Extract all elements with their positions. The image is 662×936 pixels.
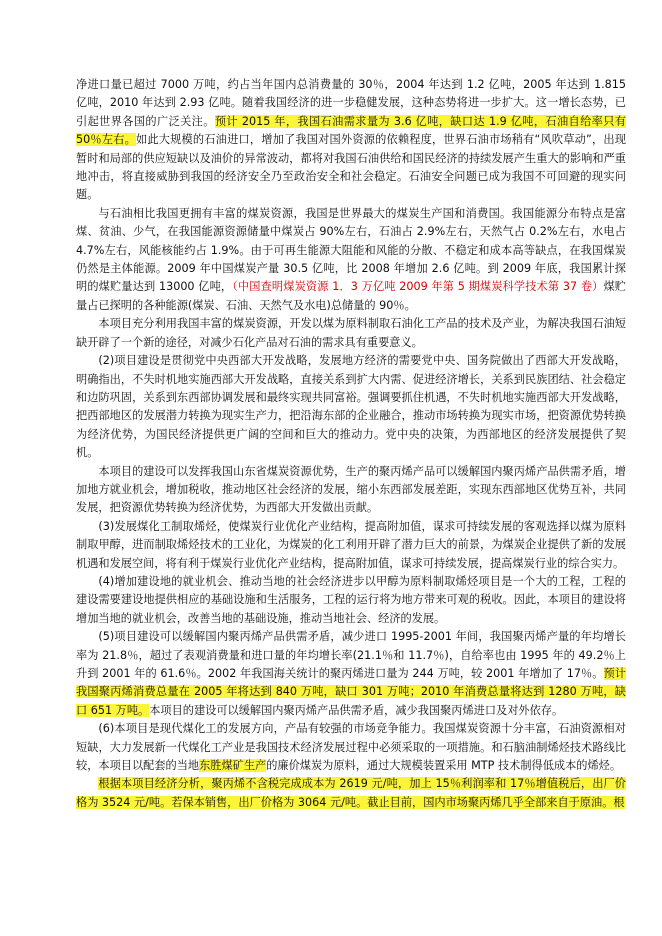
- paragraph-local-employment: (4)增加建设地的就业机会、推动当地的社会经济进步以甲醇为原料制取烯烃项目是一个大的工程，工程的建设需要建设地提供相应的基础设施和生活服务，工程的运行将为地方带来可观的税收。因此，本项目的建设将增加当地的就业机会，改善当地的基础设施，推动当地社会、经济的发展。: [76, 574, 626, 625]
- citation-note: （中国查明煤炭资源 1．3 万亿吨 2009 年第 5 期煤炭科学技术第 37 卷）: [232, 280, 604, 294]
- highlighted-text: 东胜煤矿生产: [199, 759, 267, 773]
- text-run: 净进口量已超过 7000 万吨，约占当年国内总消费量的 30％，2004 年达到 1.2 亿吨，2005 年达到 1.815 亿吨，2010 年达到 2.93 亿吨。随着我国经济的进一步稳健发展，这种态势将进一步扩大。这一增长态势，已引起世界各国的广泛关注。: [76, 78, 626, 128]
- paragraph-market-competitiveness: [76, 720, 626, 775]
- text-run: 煤贮量占已探明的各种能源(煤炭、石油、天然气及水电)总储量的 90％。: [76, 280, 626, 312]
- paragraph-polypropylene-supply: [76, 628, 626, 720]
- text-run: 本项目的建设可以缓解国内聚丙烯产品供需矛盾，减少我国聚丙烯进口及对外依存。: [149, 703, 564, 717]
- text-run: 的廉价煤炭为原料，通过大规模装置采用 MTP 技术制得低成本的烯烃。: [266, 759, 622, 773]
- paragraph-coal-resources: [76, 205, 626, 315]
- highlighted-text: 预计我国聚丙烯消费总量在 2005 年将达到 840 万吨，缺口 301 万吨；: [76, 667, 626, 699]
- text-run: (6)本项目是现代煤化工的发展方向，产品有较强的市场竞争能力。我国煤炭资源十分丰富，石油资源相对短缺，大力发展新一代煤化工产业是我国技术经济发展过程中必须采取的一项措施。和石脑油制烯烃技术路线比较，本项目以配套的当地: [76, 722, 626, 773]
- text-run: 与石油相比我国更拥有丰富的煤炭资源，我国是世界最大的煤炭生产国和消费国。我国能源分布特点是富煤、贫油、少气，在我国能源资源储量中煤炭占 90%左右，石油占 2.9%左右，天然气占 0.2%左右，水电占 4.7%左右，风能核能约占 1.9%。由于可再生能源大阻能和风能的分散、不稳定和成本高等缺点，在我国煤炭仍然是主体能源。2009 年中国煤炭产量 30.5 亿吨，比 2008 年增加 2.6 亿吨。到 2009 年底，我国累计探明的煤贮量达到 13000 亿吨，: [76, 206, 626, 294]
- highlighted-text: 2010 年消费总量将达到 1280 万吨，缺口 651 万吨。: [76, 685, 626, 717]
- paragraph-coal-chemical: (3)发展煤化工制取烯烃，使煤炭行业优化产业结构，提高附加值，谋求可持续发展的客观选择以煤为原料制取甲醇，进而制取烯烃技术的工业化，为煤炭的化工利用开辟了潜力巨大的前景，为煤炭企业提供了新的发展机遇和发展空间，将有利于煤炭行业优化产业结构，提高附加值，谋求可持续发展，提高煤炭行业的综合实力。: [76, 519, 626, 570]
- paragraph-shandong-advantage: 本项目的建设可以发挥我国山东省煤炭资源优势，生产的聚丙烯产品可以缓解国内聚丙烯产品供需矛盾，增加地方就业机会，增加税收，推动地区社会经济的发展，缩小东西部发展差距，实现东西部地区优势互补，共同发展，把资源优势转换为经济优势，为西部大开发做出贡献。: [76, 464, 626, 515]
- paragraph-western-development: (2)项目建设是贯彻党中央西部大开发战略，发展地方经济的需要党中央、国务院做出了西部大开发战略，明确指出，不失时机地实施西部大开发战略，直接关系到扩大内需、促进经济增长，关系到民族团结、社会稳定和边防巩固，关系到东西部协调发展和最终实现共同富裕。强调要抓住机遇，不失时机地实施西部大开发战略，把西部地区的发展潜力转换为现实生产力，把沿海东部的企业融合，推动市场转换为现实市场，把资源优势转换为经济优势，为国民经济提供更广阔的空间和巨大的推动力。党中央的决策，为西部地区的经济发展提供了契机。: [76, 354, 626, 460]
- text-run: 如此大规模的石油进口，增加了我国对国外资源的依赖程度，世界石油市场稍有“风吹草动”，出现暂时和局部的供应短缺以及油价的异常波动，都将对我国石油供给和国民经济的持续发展产生重大的影响和严重地冲击，将直接威胁到我国的经济安全乃至政治安全和社会稳定。石油安全问题已成为我国不可回避的现实问题。: [76, 133, 626, 202]
- highlighted-text: 预计 2015 年，我国石油需求量为 3.6 亿吨，缺口达 1.9 亿吨，石油自给率只有 50％左右。: [76, 114, 626, 147]
- paragraph-economic-analysis: [76, 775, 626, 812]
- paragraph-project-significance: 本项目充分利用我国丰富的煤炭资源，开发以煤为原料制取石油化工产品的技术及产业，为解决我国石油短缺开辟了一个新的途径，对减少石化产品对石油的需求具有重要意义。: [76, 317, 626, 349]
- paragraph-oil-imports: [76, 76, 626, 205]
- text-run: (5)项目建设可以缓解国内聚丙烯产品供需矛盾，减少进口 1995-2001 年间，我国聚丙烯产量的年均增长率为 21.8％，超过了表观消费量和进口量的年均增长率(21.1％和 11.7％)，自给率也由 1995 年的 49.2％上升到 2001 年的 61.6％。2002 年我国海关统计的聚丙烯进口量为 244 万吨，较 2001 年增加了 17％。: [76, 630, 626, 680]
- highlighted-text: 根据本项目经济分析，聚丙烯不含税完成成本为 2619 元/吨，加上 15％利润率和 17％增值税后，出厂价格为 3524 元/吨。若保本销售，出厂价格为 3064 元/吨。截止目前，国内市场聚丙烯几乎全部来自于原油。根: [76, 777, 626, 809]
